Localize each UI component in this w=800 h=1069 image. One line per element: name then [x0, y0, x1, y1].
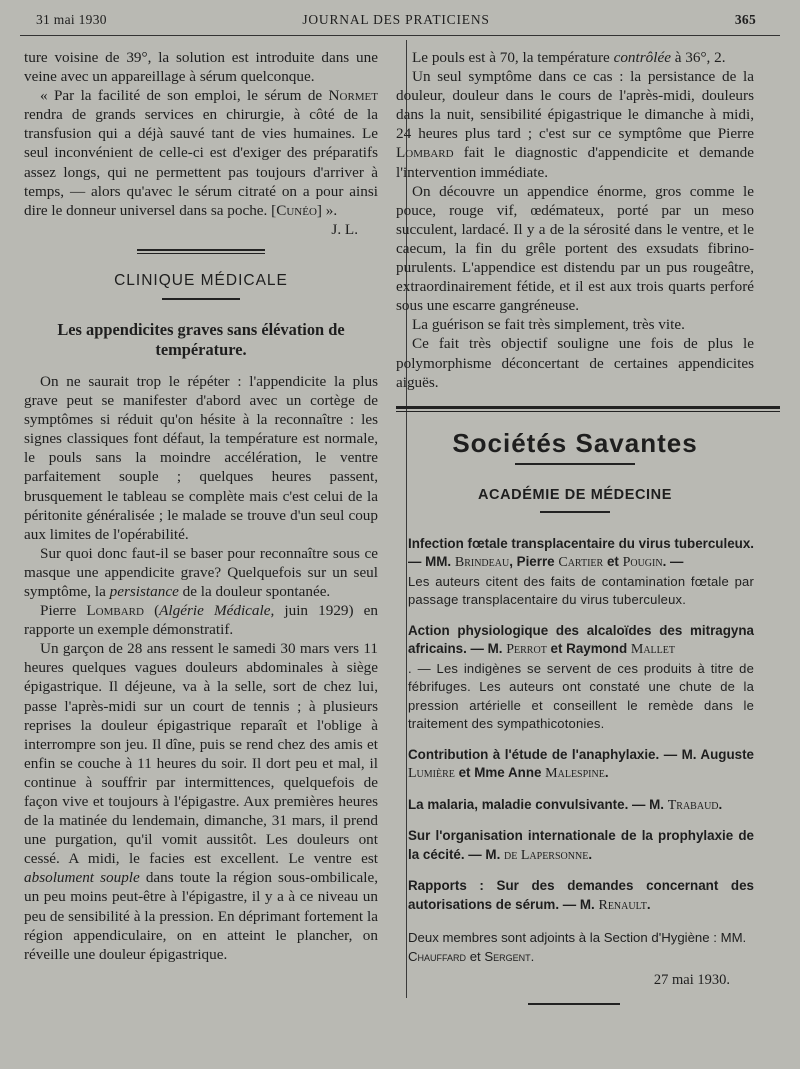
closing-date: 27 mai 1930. — [653, 972, 730, 989]
paragraph: « Par la facilité de son emploi, le sérum de Normet rendra de grands services en chirurgie, à côté de la transfusion qui a déjà sauvé tant de vies humaines. Le seul inconvénient de celle-ci est d'exiger des préparatifs assez longs, qui ne permettent pas toujours d'arriver à temps, — alors qu'avec le sérum citraté on a pour ainsi dire le donneur universel dans sa poche. [Cunéo] ». — [24, 87, 378, 219]
signature: J. L. — [331, 220, 358, 238]
announcement: Deux membres sont adjoints à la Section d'Hygiène : MM. Chauffard et Sergent. — [408, 930, 747, 964]
author-name: Lombard — [86, 602, 144, 620]
list-item: La malaria, maladie convulsivante. — M. Trabaud. — [408, 796, 723, 813]
list-item: Action physiologique des alcaloïdes des mitragyna africains. — M. Perrot et Raymond Mallet . — Les indigènes se servent de ces produits à titre de fébrifuges. Les auteurs ont constaté une chute de la pression artérielle et conseillent le remède dans le traitement des sympathicotonies. — [408, 622, 754, 732]
paragraph: Le pouls est à 70, la température contrôlée à 36°, 2. — [412, 49, 726, 66]
page-number: 365 — [734, 12, 756, 27]
paragraph: La guérison se fait très simplement, très vite. — [412, 316, 685, 334]
title-underline — [162, 298, 240, 300]
article-title: Les appendicites graves sans élévation de température. — [57, 319, 345, 359]
paragraph: Un garçon de 28 ans ressent le samedi 30 mars vers 11 heures quelques vagues douleurs abdominales à siège épigastrique. Il déjeune, va à la selle, sort de chez lui, passe l'après-midi sur un court de tennis ; à plusieurs reprises la douleur épigastrique reparaît et l'oblige à interrompre son jeu. Il dîne, puis se rend chez des amis et enfin se couche à 11 heures du soir. Il dort peu et mal, il continue à souffrir par intermittences, quelquefois de façon vive et toujours à l'épigastre. Aux premières heures de la matinée du lendemain, dimanche, 31 mars, il prend une purgation, qu'il vomit aussitôt. Les douleurs ont cessé. A midi, le facies est excellent. Le ventre est absolument souple dans toute la région sous-ombilicale, un peu moins peut-être à l'épigastre, il y a à ce niveau un peu de sensibilité à la pression. En déprimant fortement la région appendiculaire, on en atteint le plancher, on réveille une douleur épigastrique. — [24, 640, 378, 963]
paragraph: Sur quoi donc faut-il se baser pour reconnaître sous ce masque une appendicite grave? Quelquefois sur un seul symptôme, la persistance de la douleur spontanée. — [24, 544, 378, 600]
list-item: Infection fœtale transplacentaire du virus tuberculeux. — MM. Brindeau, Pierre Cartier et Pougin. — Les auteurs citent des faits de contamination fœtale par passage transplacentaire du virus tuberculeux. — [408, 535, 754, 608]
page-header — [36, 12, 756, 34]
paragraph: Pierre Lombard (Algérie Médicale, juin 1929) en rapporte un exemple démonstratif. — [24, 602, 379, 639]
list-item: Sur l'organisation internationale de la prophylaxie de la cécité. — M. de Lapersonne. — [408, 828, 754, 863]
paragraph: Ce fait très objectif souligne une fois de plus le polymorphisme déconcertant de certaines appendicites aiguës. — [396, 335, 754, 391]
title-underline — [540, 511, 610, 513]
right-column — [396, 48, 754, 1005]
paragraph: On ne saurait trop le répéter : l'appendicite la plus grave peut se manifester d'abord avec un cortège de symptômes si réduit qu'on hésite à la reconnaître : les signes classiques font défaut, la température est normale, le pouls sans la moindre accélération, le ventre parfaitement souple ; quelques heures passent, brusquement le tableau se complète mais c'est celui de la péritonite généralisée ; le malade se trouve d'un seul coup aux limites de l'opérabilité. — [24, 372, 378, 543]
paragraph: Un seul symptôme dans ce cas : la persistance de la douleur, douleur dans le cours de l'après-midi, douleurs dans la nuit, sensibilité épigastrique le dimanche à midi, 24 heures plus tard ; c'est sur ce symptôme que Pierre Lombard fait le diagnostic d'appendicite et demande l'intervention immédiate. — [396, 68, 754, 181]
left-column — [24, 48, 378, 964]
author-name: Lombard — [396, 144, 454, 162]
header-rule — [20, 35, 780, 36]
section-rule — [396, 406, 780, 412]
end-rule — [528, 1003, 620, 1005]
section-rule — [137, 249, 265, 254]
paragraph: On découvre un appendice énorme, gros comme le pouce, rouge vif, œdémateux, porté par un meso succulent, lardacé. Il y a de la sérosité dans le ventre, et le caecum, la fin du grêle portent des exsudats fibrino-purulents. L'appendice est distendu par un pus rougeâtre, extraordinairement fétide, et il est aux trois quarts perforé sous une escarre gangréneuse. — [396, 182, 754, 315]
title-underline — [515, 463, 635, 465]
author-name: Cunéo — [276, 201, 317, 219]
header-date: 31 mai 1930 — [36, 12, 107, 27]
list-item: Contribution à l'étude de l'anaphylaxie. — M. Auguste Lumière et Mme Anne Malespine. — [408, 746, 754, 782]
paragraph: ture voisine de 39°, la solution est introduite dans une veine avec un appareillage à sérum quelconque. — [24, 49, 378, 86]
list-item: Rapports : Sur des demandes concernant des autorisations de sérum. — M. Renault. — [408, 878, 754, 913]
academy-title: ACADÉMIE DE MÉDECINE — [477, 486, 673, 503]
author-name: Normet — [328, 87, 378, 105]
section-title: Sociétés Savantes — [452, 427, 698, 458]
journal-title: JOURNAL DES PRATICIENS — [302, 12, 490, 27]
section-title: CLINIQUE MÉDICALE — [114, 271, 288, 289]
